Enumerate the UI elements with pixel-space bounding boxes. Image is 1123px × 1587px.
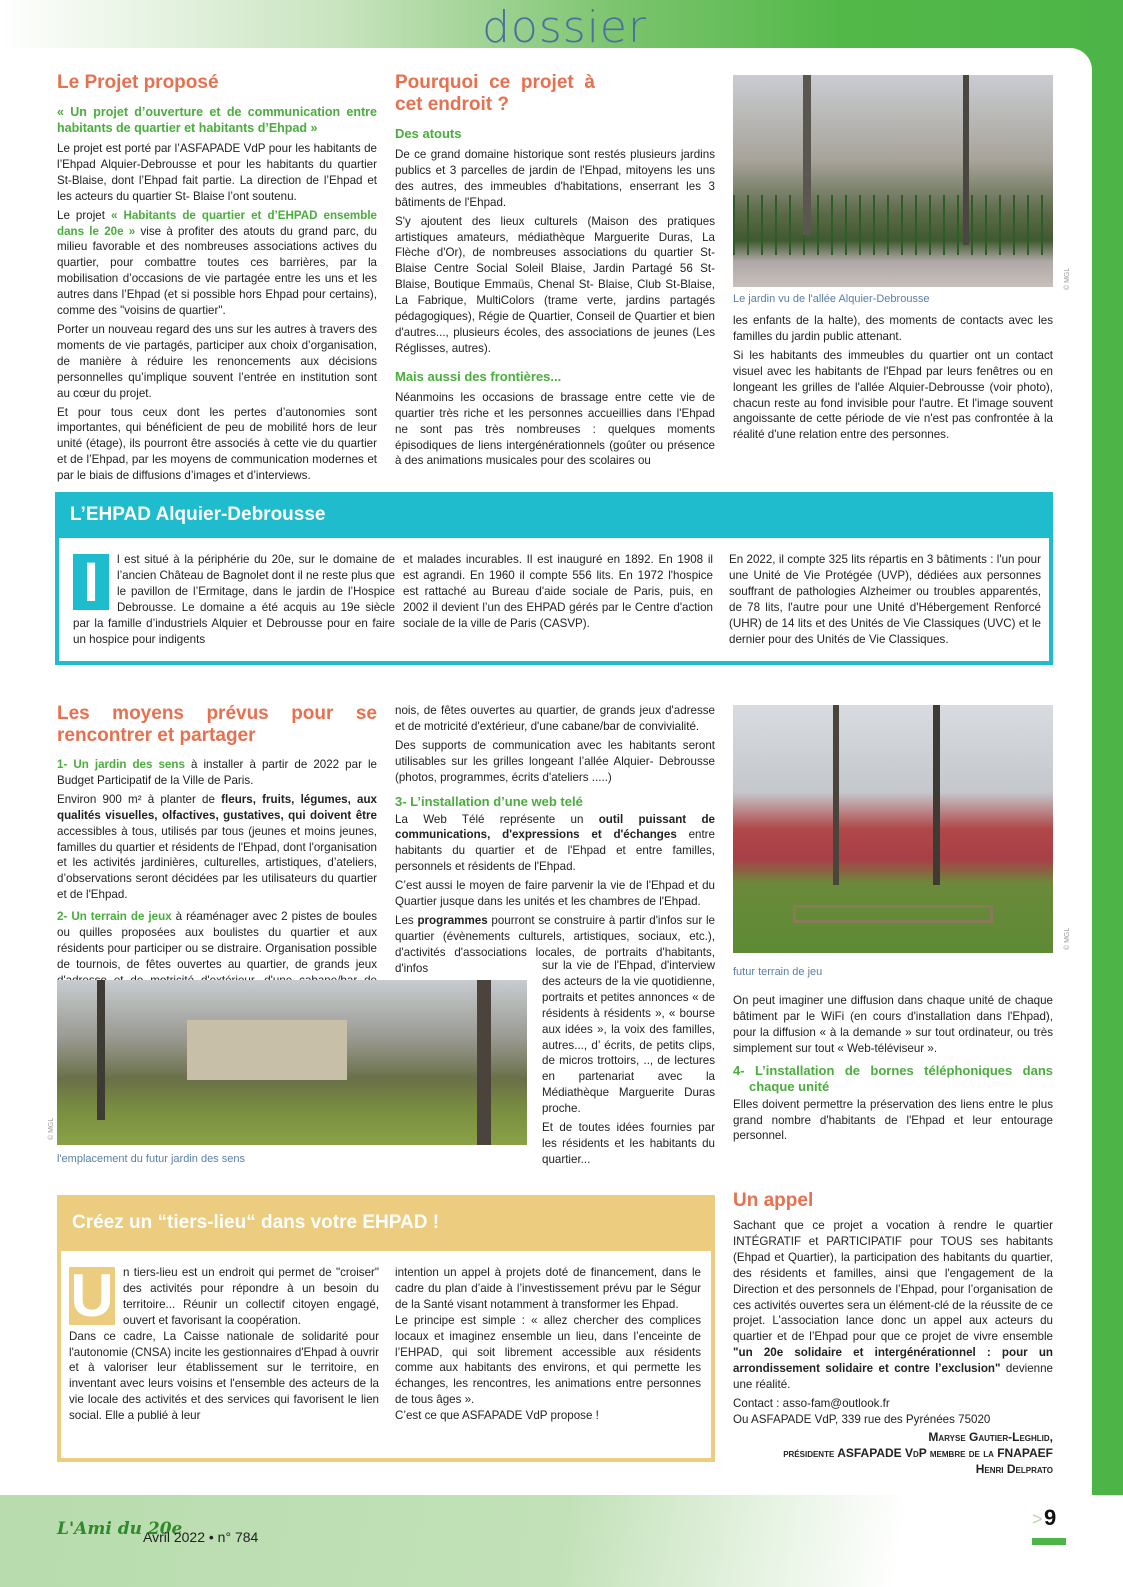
text: La Web Télé représente un xyxy=(395,812,599,826)
paragraph: Néanmoins les occasions de brassage entre cette vie de quartier très riche et les personnes accueillies dans l'Ehpad ne sont pas très nombreuses : quelques moments épisodiques de liens intergénérationnels (goûter ou présence à des animations musicales pour des scolaires ou xyxy=(395,390,715,468)
paragraph: Si les habitants des immeubles du quartier ont un contact visuel avec les habitants de l'Ehpad par leurs fenêtres ou en longeant les grilles de l'allée Alquier-Debrousse (voir photo), chacun reste au fond invisible pour l'autre. Et l'image souvent angoissante de cette période de vie n'est pas confrontée à la réalité d'une relation entre des personnes. xyxy=(733,348,1053,442)
box-col xyxy=(395,1265,701,1424)
text: 2- Un terrain de jeux xyxy=(57,910,172,924)
paragraph: On peut imaginer une diffusion dans chaque unité de chaque bâtiment par le WiFi (en cours d'installation dans l'Ehpad), pour la diffusion « à la demande » sur tout ordinateur, ou très simplement sur tout « Web-téléviseur ». xyxy=(733,994,1053,1055)
paragraph: Porter un nouveau regard des uns sur les autres à travers des moments de vie partagés, participer aux choix d’organisation, de manière à réduire les renoncements aux décisions personnelles qu’implique souvent l’entrée en institution sont au cœur du projet. xyxy=(57,322,377,400)
contact[interactable]: Contact : asso-fam@outlook.fr xyxy=(733,1396,890,1410)
box-col xyxy=(73,552,395,647)
box-col: et malades incurables. Il est inauguré en 1892. En 1908 il est agrandi. En 1960 il compte 556 lits. En 1972 l'hospice est rattaché au Bureau d'aide sociale de Paris, puis, en 2002 il devient l’un des EHPAD gérés par le Centre d'action sociale de la ville de Paris (CASVP). xyxy=(403,553,713,630)
photo-caption: futur terrain de jeu xyxy=(733,966,823,978)
text: Environ 900 m² à planter de xyxy=(57,792,222,806)
photo-caption: l'emplacement du futur jardin des sens xyxy=(57,1153,245,1165)
paragraph: Dans ce cadre, La Caisse nationale de solidarité pour l'autonomie (CNSA) incite les gestionnaires d'Ehpad à ouvrir et à valoriser leur établissement sur le territoire, en inventant avec leurs voisins et l'ensemble des acteurs de la vie locale des activités et des services qui favorisent le lien social. Elle a publié à leur xyxy=(69,1329,379,1423)
text: n tiers-lieu est un endroit qui permet de "croiser" des activités pour répondre à un besoin du territoire... Réunir un collectif citoyen engagé, ouvert et favorisant la coopération. xyxy=(123,1266,379,1327)
paragraph xyxy=(57,757,377,789)
paragraph xyxy=(57,909,377,971)
playground-photo xyxy=(733,705,1053,953)
projet-propose xyxy=(57,72,377,487)
signature: présidente ASFAPADE VdP membre de la FNAPAEF xyxy=(783,1445,1053,1460)
drop-cap: I xyxy=(73,554,109,610)
text: entre habitants du quartier et de l'Ehpad et entre familles, personnels et résidents de l'Ehpad. xyxy=(395,828,715,874)
paragraph: Et pour tous ceux dont les pertes d’autonomies sont importantes, qui bénéficient de peu de mobilité hors de leur unité (étage), ils pourront être associés à cette vie du quartier et de l’Ehpad, par les moyens de communication modernes et par le biais de diffusions d’images et d’interviews. xyxy=(57,405,377,483)
text: Le projet xyxy=(57,208,111,222)
address: Ou ASFAPADE VdP, 339 rue des Pyrénées 75020 xyxy=(733,1412,991,1426)
jardin-sens-photo xyxy=(57,980,527,1145)
text: Les xyxy=(395,913,418,927)
paragraph: les enfants de la halte), des moments de contacts avec les familles du jardin public attenant. xyxy=(733,314,1053,343)
paragraph: nois, de fêtes ouvertes au quartier, de grands jeux d'adresse et de motricité d'extérieur, d'une cabane/bar de convivialité. xyxy=(395,704,715,733)
moyens-col2b xyxy=(542,958,715,1171)
paragraph: C’est ce que ASFAPADE VdP propose ! xyxy=(395,1409,599,1423)
text: « Habitants de quartier et d’EHPAD ensemble dans le 20e » xyxy=(57,208,377,238)
paragraph xyxy=(395,812,715,876)
subheading: 3- L’installation d’une web telé xyxy=(395,793,583,809)
text: "un 20e solidaire et intergénérationnel : pour un arrondissement solidaire et contre l’exclusion" xyxy=(733,1346,1053,1376)
moyens-col1 xyxy=(57,703,378,971)
text: devienne une réalité. xyxy=(733,1362,1053,1392)
box-col xyxy=(69,1262,379,1427)
text: accessibles à tous, utilisés par tous (jeunes et moins jeunes, familles du quartier et résidents de l'Ehpad, dont l'organisation et les activités jardinières, culturelles, artistiques, d’ateliers, d’observations seront décidées par les utilisateurs du quartier et de l'Ehpad. xyxy=(57,824,377,902)
moyens-col2 xyxy=(395,703,715,980)
subheading: Des atouts xyxy=(395,126,462,141)
appel xyxy=(733,1190,1053,1478)
garden-photo xyxy=(733,75,1053,287)
subheading: 4- L’installation de bornes téléphoniques dans chaque unité xyxy=(733,1062,1053,1094)
photo-credit: © MGL xyxy=(48,1117,55,1140)
subheading: Mais aussi des frontières... xyxy=(395,368,562,384)
page-marker xyxy=(1032,1538,1066,1545)
paragraph: sur la vie de l'Ehpad, d'interview des acteurs de la vie quotidienne, portraits et petites annonces « de résidents à résidents », « bourse aux idées », la voix des familles, autres..., d’ écrits, de petits clips, de micros trottoirs, .., de lectures en partenariat avec la Médiathèque Marguerite Duras proche. xyxy=(542,959,715,1116)
signature: Maryse Gautier-Leghlid, xyxy=(928,1429,1053,1444)
paragraph: Et de toutes idées fournies par les résidents et les habitants du quartier... xyxy=(542,1121,715,1166)
magazine-logo: L'Ami du 20e xyxy=(57,1519,183,1539)
paragraph xyxy=(57,792,377,903)
heading: Les moyens prévus pour se rencontrer et partager xyxy=(57,703,377,746)
photo-caption: Le jardin vu de l'allée Alquier-Debrousse xyxy=(733,293,930,305)
text: fleurs, fruits, légumes, aux qualités visuelles, olfactives, gustatives, qui doivent être xyxy=(57,792,378,822)
paragraph: C’est aussi le moyen de faire parvenir la vie de l'Ehpad et du Quartier jusque dans les unités et les chambres de l'Ehpad. xyxy=(395,879,715,909)
heading: Pourquoi ce projet à cet endroit ? xyxy=(395,72,595,115)
paragraph xyxy=(57,208,377,319)
text: à réaménager avec 2 pistes de boules ou quilles proposées aux boulistes du quartier et aux résidents pour participer ou se distraire. Organisation possible de tournois, de fêtes ouvertes au quartier, de grands jeux xyxy=(57,910,377,971)
paragraph: Le projet est porté par l’ASFAPADE VdP pour les habitants de l’Ehpad Alquier-Debrousse et pour les habitants du quartier St-Blaise, dont l’Ehpad fait partie. La direction de l’Ehpad et les acteurs du quartier St- Blaise l’ont soutenu. xyxy=(57,142,377,203)
paragraph: Des supports de communication avec les habitants seront utilisables sur les grilles longeant l’allée Alquier- Debrousse (photos, programmes, écrits d'ateliers .....) xyxy=(395,738,715,784)
ehpad-box xyxy=(55,492,1053,665)
text: programmes xyxy=(417,913,488,927)
signature: Henri Delprato xyxy=(975,1461,1053,1476)
tiers-lieu-box xyxy=(57,1195,715,1462)
text: l est situé à la périphérie du 20e, sur le domaine de l’ancien Château de Bagnolet dont il ne reste plus que le pavillon de l’Ermitage, dans le jardin de l’Hospice Debrousse. Le domaine a été acquis au 19e siècle par la famille d’industriels Alquier et Debrousse pour en faire un hospice pour indigents xyxy=(73,553,395,646)
text: 1- Un jardin des sens xyxy=(57,758,185,771)
text: pourront se construire à partir d'infos sur le quartier (évènements culturels, artistiques, sociaux, etc.), d'activités d'associations locales, de portraits d'habitants, d'infos xyxy=(395,913,715,975)
text: vise à profiter des atouts du grand parc, du milieu favorable et des nombreuses associations actives du quartier, pour combattre toutes ces barrières, par la mobilisation d’occasions de vie partagée entre les uns et les autres dans l’Ehpad (et si possible hors Ehpad pour certains), comme des "voisins de quartier". xyxy=(57,224,377,318)
heading: Un appel xyxy=(733,1190,814,1211)
paragraph: Le principe est simple : « allez chercher des complices locaux et imaginez ensemble un lieu, dans l’enceinte de l’EHPAD, qui soit librement accessible aux résidents comme aux habitants des environs, et qui permette les échanges, les rencontres, les animations entre personnes de tous âges ». xyxy=(395,1313,701,1407)
issue-info: Avril 2022 • n° 784 xyxy=(143,1529,259,1545)
drop-cap: U xyxy=(70,1262,114,1329)
text: outil puissant de communications, d'expressions et d'échanges xyxy=(395,812,715,842)
paragraph: De ce grand domaine historique sont restés plusieurs jardins publics et 3 parcelles de jardin de l'Ehpad, mitoyens les uns des autres, des immeubles d'habitations, enserrant les 3 bâtiments de l'Ehpad. xyxy=(395,148,715,209)
quote: « Un projet d’ouverture et de communication entre habitants de quartier et habitants d’Ehpad » xyxy=(57,105,377,135)
moyens-col3 xyxy=(733,993,1053,1147)
paragraph: S'y ajoutent des lieux culturels (Maison des pratiques artistiques amateurs, médiathèque Marguerite Duras, La Flèche d'Or), de nombreuses associations du quartier St- Blaise Centre Social Soleil Blaise, Jardin Partagé 56 St- Blaise, Boutique Emmaüs, Chenal St- Blaise, Club St-Blaise, La Fabrique, MultiColors (trame verte, jardins partagés pédagogiques), Régie de Quartier, Conseil de Quartier et bien d'autres..., plusieurs écoles, des associations de jeunes (Les Réglisses, autres). xyxy=(395,214,715,355)
box-title: L’EHPAD Alquier-Debrousse xyxy=(55,492,1053,538)
page-number: 9 xyxy=(1044,1505,1057,1530)
col3-text xyxy=(733,313,1053,446)
chevron-right-icon: > xyxy=(1032,1509,1043,1529)
paragraph: intention un appel à projets doté de financement, dans le cadre du plan d’aide à l’investissement prévu par le Ségur de la Santé visant notamment à transformer les Ehpad. xyxy=(395,1266,701,1311)
photo-credit: © MGL xyxy=(1064,267,1071,290)
paragraph xyxy=(733,1218,1053,1393)
text: à installer à partir de 2022 par le Budget Participatif de la Ville de Paris. xyxy=(57,758,378,787)
text: Sachant que ce projet a vocation à rendre le quartier INTÉGRATIF et PARTICIPATIF pour TOUS ses habitants (Ehpad et Quartier), la participation des habitants du quartier, des résidents et familles, ainsi que l'engagement de la Direction et des personnels de l’Ehpad, pour l’organisation de ces activités ouvertes sera un élément-clé de la réussite de ce projet. L’association lance donc un appel aux acteurs du quartier et de l’Ehpad pour que ce projet de vivre ensemble xyxy=(733,1219,1053,1344)
box-col: En 2022, il compte 325 lits répartis en 3 bâtiments : l'un pour une Unité de Vie Protégée (UVP), dédiées aux personnes souffrant de pathologies Alzheimer ou troubles apparentés, de 78 lits, l'autre pour une Unité d'Hébergement Renforcé (UHR) de 14 lits et des Unités de Vie Classiques (UVC) et le dernier pour des Unités de Vie Classiques. xyxy=(729,553,1041,646)
paragraph: Elles doivent permettre la préservation des liens entre le plus grand nombre d'habitants de l'Ehpad et leur entourage personnel. xyxy=(733,1097,1053,1143)
pourquoi-projet xyxy=(395,72,715,472)
photo-credit: © MGL xyxy=(1064,927,1071,950)
box-title: Créez un “tiers-lieu“ dans votre EHPAD ! xyxy=(57,1195,715,1251)
heading: Le Projet proposé xyxy=(57,72,219,93)
section-title: dossier xyxy=(482,2,648,53)
